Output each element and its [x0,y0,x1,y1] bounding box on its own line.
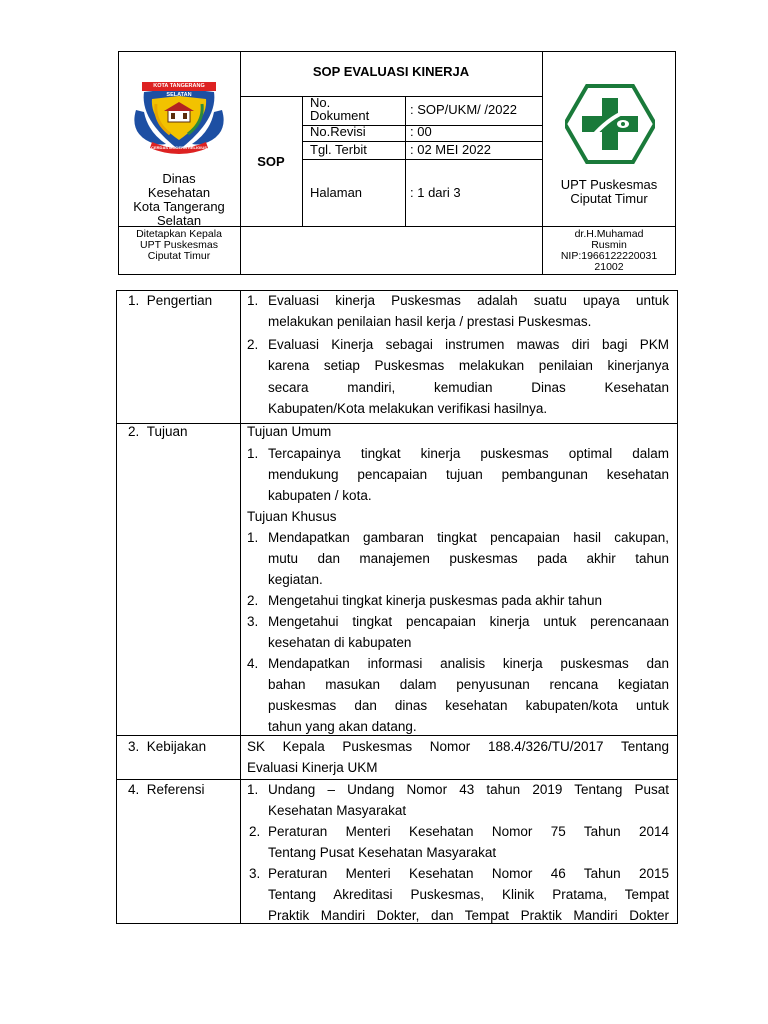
list-item-line: Undang – Undang Nomor 43 tahun 2019 Tentang Pusat [268,782,669,797]
revision-value: : 00 [410,124,432,139]
signer: dr.H.Muhamad Rusmin NIP:1966122220031 21002 [560,228,658,273]
revision-label: No.Revisi [310,124,366,139]
list-item-line: melakukan penilaian hasil kerja / prestasi Puskesmas. [268,314,592,329]
list-item-line: Mengetahui tingkat pencapaian kinerja untuk perencanaan [268,614,669,629]
list-item-line: Tentang Akreditasi Puskesmas, Klinik Pratama, Tempat [268,887,669,902]
policy-line: Evaluasi Kinerja UKM [247,760,378,775]
list-number: 1. [247,530,259,545]
issue-date-value: : 02 MEI 2022 [410,142,491,157]
list-number: 2. [247,593,259,608]
list-item-line: tahun yang akan datang. [268,719,417,734]
org-name-line: Kesehatan [147,185,211,200]
list-number: 1. [247,782,259,797]
list-item-line: Mendapatkan gambaran tingkat pencapaian hasil cakupan, [268,530,669,545]
list-item-line: secara mandiri, kemudian Dinas Kesehatan [268,380,669,395]
doc-number-value: : SOP/UKM/ /2022 [410,102,517,117]
list-item-line: Kabupaten/Kota melakukan verifikasi hasilnya. [268,401,548,416]
list-number: 4. [247,656,259,671]
list-item-line: Mengetahui tingkat kinerja puskesmas pada akhir tahun [268,593,602,608]
issue-date-label: Tgl. Terbit [310,142,367,157]
list-number: 2. [247,337,259,352]
list-item-line: Peraturan Menteri Kesehatan Nomor 75 Tahun 2014 [268,824,669,839]
page-value: : 1 dari 3 [410,185,461,200]
page-label: Halaman [310,185,363,200]
sop-label: SOP [257,154,285,169]
list-item-line: Peraturan Menteri Kesehatan Nomor 46 Tahun 2015 [268,866,669,881]
approved-by: Ditetapkan Kepala UPT Puskesmas Ciputat Timur [136,228,222,262]
list-number: 2. [249,824,261,839]
section-label-referensi: 4. Referensi [128,782,205,797]
list-number: 1. [247,446,259,461]
org-name-line: Kota Tangerang [133,199,225,214]
subheading-special: Tujuan Khusus [247,509,337,524]
list-item-line: kesehatan di kabupaten [268,635,412,650]
list-number: 3. [249,866,261,881]
list-item-line: kabupaten / kota. [268,488,372,503]
list-item-line: bahan masukan dalam penyusunan rencana kegiatan [268,677,669,692]
list-item-line: Mendapatkan informasi analisis kinerja puskesmas dan [268,656,669,671]
org-name [119,172,239,228]
subheading-general: Tujuan Umum [247,424,332,439]
list-item-line: Tentang Pusat Kesehatan Masyarakat [268,845,497,860]
policy-line: SK Kepala Puskesmas Nomor 188.4/326/TU/2017 Tentang [247,739,669,754]
city-seal-logo [126,80,232,158]
list-item-line: Evaluasi Kinerja sebagai instrumen mawas diri bagi PKM [268,337,669,352]
list-item-line: mendukung pencapaian tujuan pembangunan kesehatan [268,467,669,482]
puskesmas-logo [565,84,655,164]
document-title: SOP EVALUASI KINERJA [312,64,470,79]
list-number: 3. [247,614,259,629]
seal-bottom-text: CERDAS MODERN RELIGIUS [151,145,207,150]
org-name-line: Selatan [156,213,202,228]
list-item-line: Praktik Mandiri Dokter, dan Tempat Praktik Mandiri Dokter [268,908,669,923]
org-name-line: Dinas [162,171,196,186]
list-number: 1. [247,293,259,308]
list-item-line: kegiatan. [268,572,323,587]
section-label-kebijakan: 3. Kebijakan [128,739,207,754]
seal-top-text: KOTA TANGERANG SELATAN [153,83,205,98]
list-item-line: Kesehatan Masyarakat [268,803,407,818]
doc-number-label: No. Dokument [310,95,370,123]
section-label-pengertian: 1. Pengertian [128,293,213,308]
list-item-line: Tercapainya tingkat kinerja puskesmas optimal dalam [268,446,669,461]
puskesmas-name: UPT Puskesmas Ciputat Timur [560,177,658,206]
list-item-line: karena setiap Puskesmas melakukan penilaian kinerjanya [268,358,669,373]
section-label-tujuan: 2. Tujuan [128,424,188,439]
list-item-line: mutu dan manajemen puskesmas pada akhir tahun [268,551,669,566]
list-item-line: Evaluasi kinerja Puskesmas adalah suatu upaya untuk [268,293,669,308]
list-item-line: puskesmas dan dinas kesehatan kabupaten/kota untuk [268,698,669,713]
